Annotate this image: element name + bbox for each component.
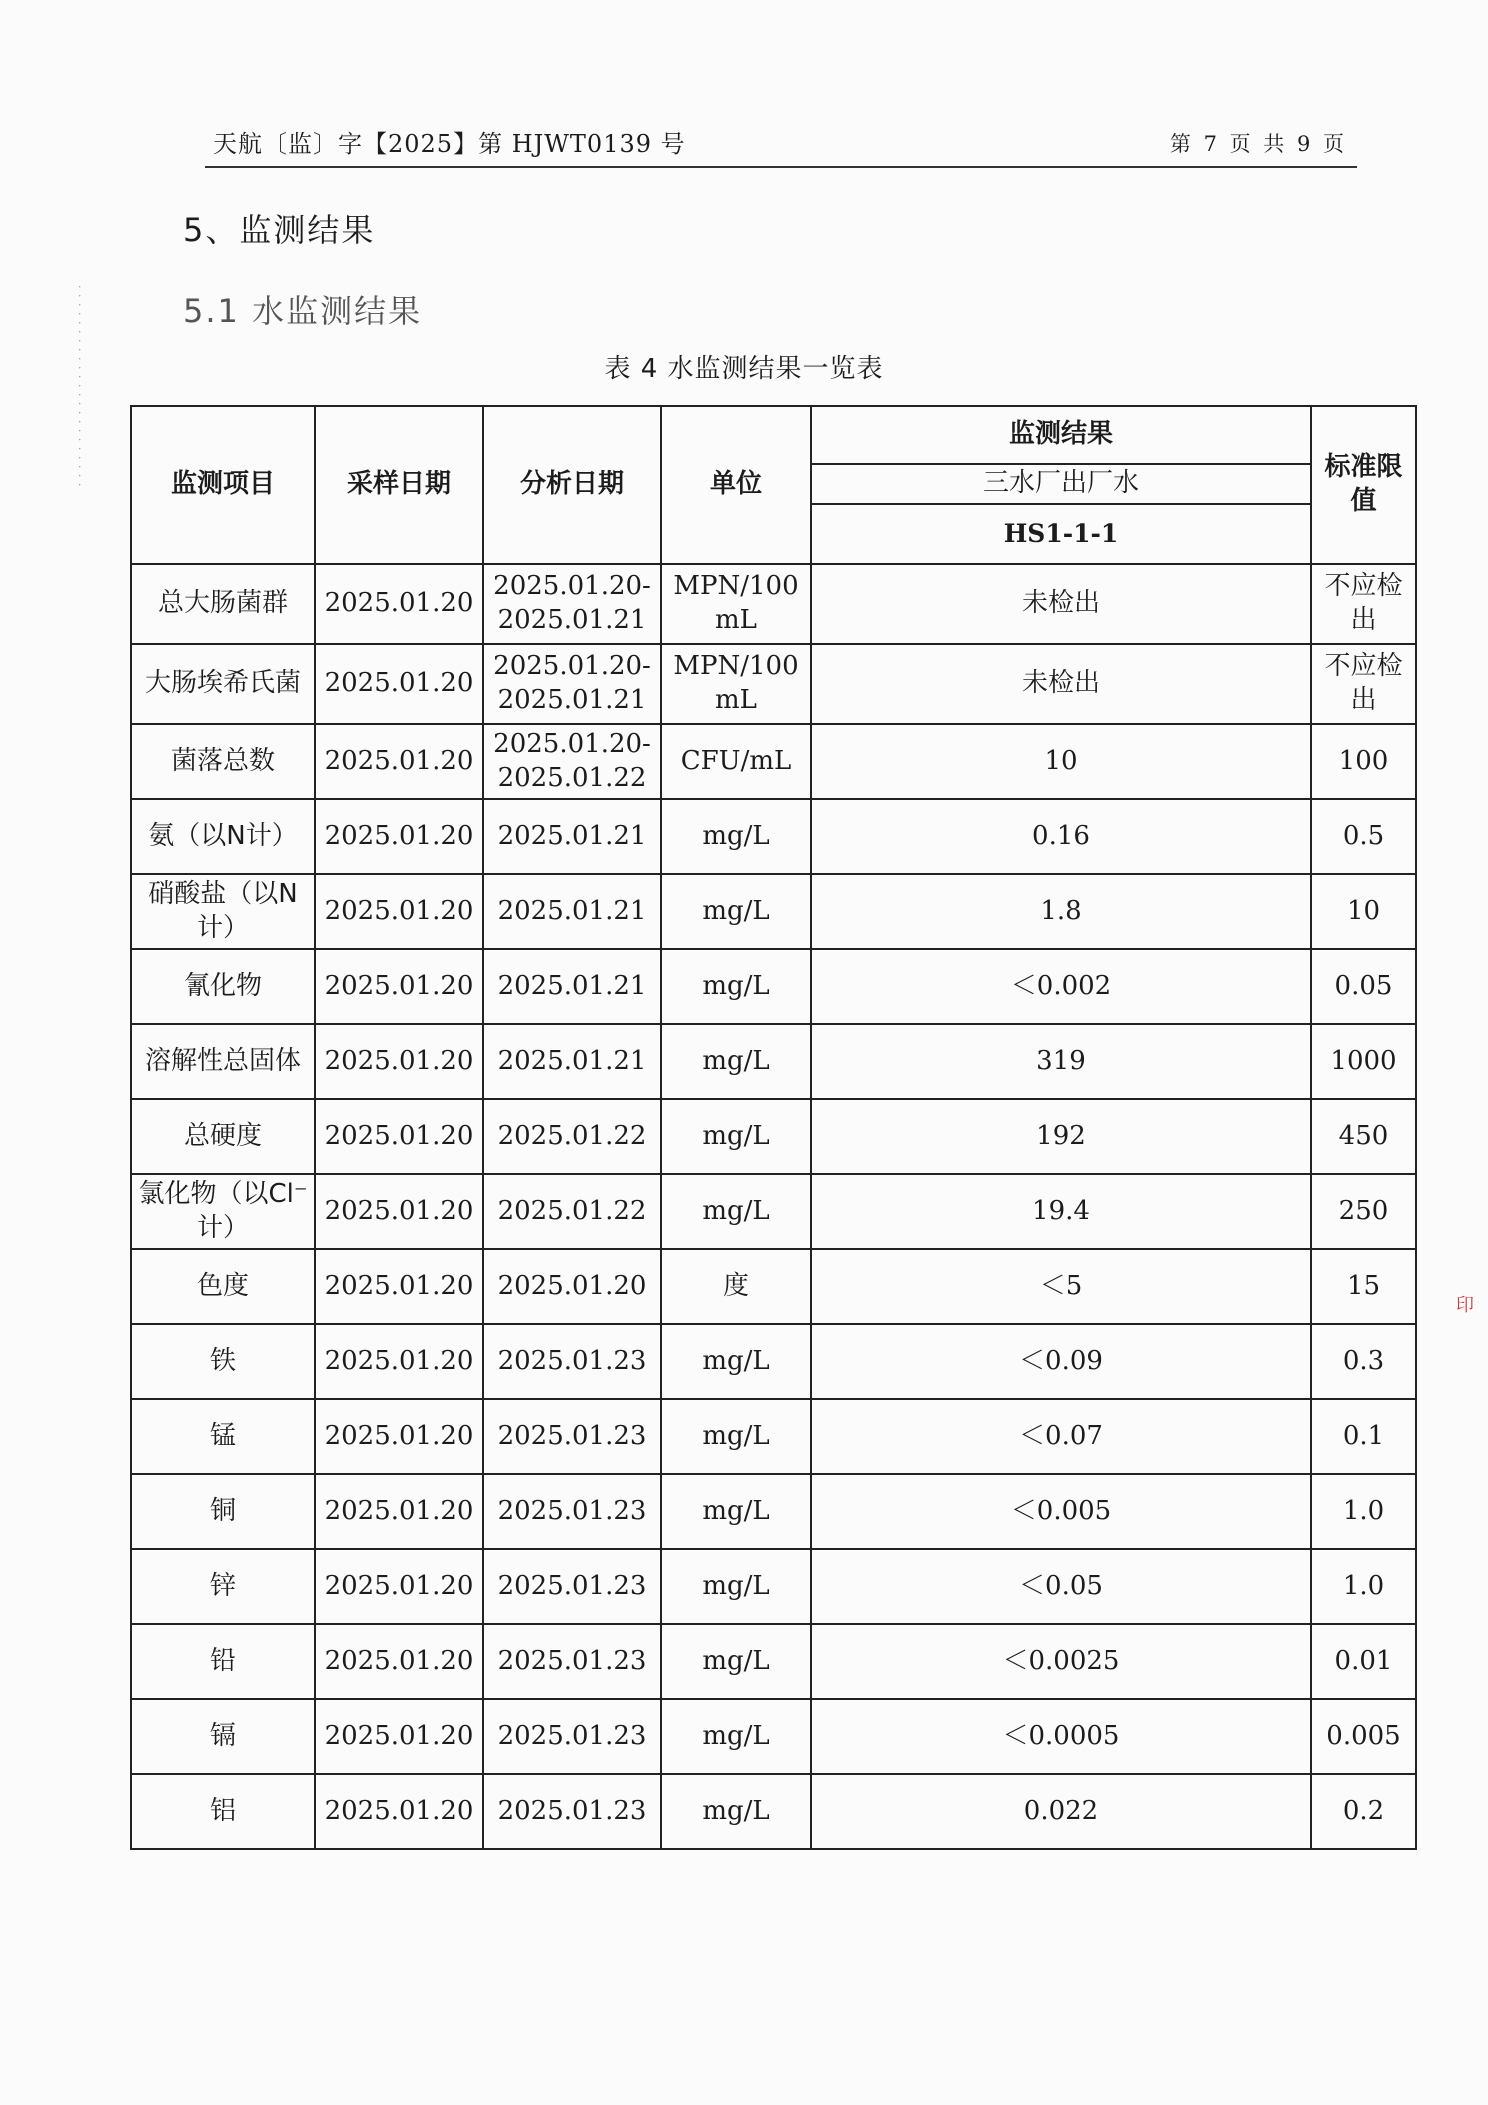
cell-analysis-date: 2025.01.20-2025.01.22 <box>483 724 661 799</box>
cell-result: ＜0.05 <box>811 1549 1311 1624</box>
cell-limit: 0.1 <box>1311 1399 1416 1474</box>
table-row <box>131 1699 1416 1774</box>
cell-sample-date: 2025.01.20 <box>315 799 483 874</box>
header-unit: 单位 <box>661 406 811 564</box>
cell-analysis-date: 2025.01.21 <box>483 799 661 874</box>
cell-result: ＜0.07 <box>811 1399 1311 1474</box>
cell-analysis-date: 2025.01.21 <box>483 1024 661 1099</box>
cell-limit: 450 <box>1311 1099 1416 1174</box>
cell-sample-date: 2025.01.20 <box>315 564 483 644</box>
cell-item: 镉 <box>131 1699 315 1774</box>
header-item: 监测项目 <box>131 406 315 564</box>
cell-result: ＜0.09 <box>811 1324 1311 1399</box>
section-title: 5、监测结果 <box>183 211 376 249</box>
subsection-title: 5.1 水监测结果 <box>183 292 423 330</box>
table-row <box>131 874 1416 949</box>
cell-limit: 1000 <box>1311 1024 1416 1099</box>
cell-unit: mg/L <box>661 1699 811 1774</box>
binding-edge-mark: · · · · · · · · · · · · · · · · · · · · · · · <box>73 285 86 488</box>
cell-sample-date: 2025.01.20 <box>315 1474 483 1549</box>
header-limit: 标准限值 <box>1311 406 1416 564</box>
cell-item: 氯化物（以Cl⁻计） <box>131 1174 315 1249</box>
cell-item: 溶解性总固体 <box>131 1024 315 1099</box>
cell-limit: 1.0 <box>1311 1474 1416 1549</box>
cell-limit: 0.005 <box>1311 1699 1416 1774</box>
cell-analysis-date: 2025.01.23 <box>483 1699 661 1774</box>
header-site: 三水厂出厂水 <box>811 464 1311 504</box>
cell-item: 铅 <box>131 1624 315 1699</box>
cell-unit: mg/L <box>661 1474 811 1549</box>
cell-analysis-date: 2025.01.23 <box>483 1324 661 1399</box>
table-row <box>131 1099 1416 1174</box>
table-caption: 表 4 水监测结果一览表 <box>604 354 884 384</box>
header-sample-date: 采样日期 <box>315 406 483 564</box>
cell-result: 319 <box>811 1024 1311 1099</box>
cell-analysis-date: 2025.01.22 <box>483 1174 661 1249</box>
header-result: 监测结果 <box>811 406 1311 464</box>
cell-result: ＜0.0005 <box>811 1699 1311 1774</box>
table-row <box>131 644 1416 724</box>
cell-item: 总硬度 <box>131 1099 315 1174</box>
cell-sample-date: 2025.01.20 <box>315 1324 483 1399</box>
cell-sample-date: 2025.01.20 <box>315 1249 483 1324</box>
table-row <box>131 949 1416 1024</box>
cell-analysis-date: 2025.01.21 <box>483 874 661 949</box>
table-body <box>131 564 1416 1849</box>
cell-result: 19.4 <box>811 1174 1311 1249</box>
cell-result: 0.16 <box>811 799 1311 874</box>
table-row <box>131 564 1416 644</box>
cell-analysis-date: 2025.01.23 <box>483 1474 661 1549</box>
cell-unit: mg/L <box>661 874 811 949</box>
cell-analysis-date: 2025.01.20-2025.01.21 <box>483 644 661 724</box>
cell-limit: 0.5 <box>1311 799 1416 874</box>
cell-unit: mg/L <box>661 799 811 874</box>
cell-sample-date: 2025.01.20 <box>315 1399 483 1474</box>
cell-result: 10 <box>811 724 1311 799</box>
table-row <box>131 1324 1416 1399</box>
cell-unit: mg/L <box>661 1624 811 1699</box>
cell-analysis-date: 2025.01.23 <box>483 1549 661 1624</box>
cell-item: 铁 <box>131 1324 315 1399</box>
cell-item: 硝酸盐（以N计） <box>131 874 315 949</box>
cell-analysis-date: 2025.01.21 <box>483 949 661 1024</box>
water-results-table <box>130 405 1417 1850</box>
cell-limit: 不应检出 <box>1311 644 1416 724</box>
cell-analysis-date: 2025.01.23 <box>483 1399 661 1474</box>
cell-result: 192 <box>811 1099 1311 1174</box>
cell-unit: mg/L <box>661 1399 811 1474</box>
table-row <box>131 1174 1416 1249</box>
cell-result: 1.8 <box>811 874 1311 949</box>
page-info: 第 7 页 共 9 页 <box>1169 132 1347 156</box>
cell-unit: mg/L <box>661 1024 811 1099</box>
table-row <box>131 1249 1416 1324</box>
cell-limit: 0.3 <box>1311 1324 1416 1399</box>
cell-unit: CFU/mL <box>661 724 811 799</box>
cell-item: 菌落总数 <box>131 724 315 799</box>
cell-limit: 不应检出 <box>1311 564 1416 644</box>
cell-analysis-date: 2025.01.20 <box>483 1249 661 1324</box>
cell-unit: mg/L <box>661 949 811 1024</box>
cell-analysis-date: 2025.01.23 <box>483 1624 661 1699</box>
cell-result: ＜0.0025 <box>811 1624 1311 1699</box>
table-row <box>131 1024 1416 1099</box>
cell-result: 0.022 <box>811 1774 1311 1849</box>
cell-limit: 0.05 <box>1311 949 1416 1024</box>
cell-sample-date: 2025.01.20 <box>315 724 483 799</box>
cell-result: ＜0.005 <box>811 1474 1311 1549</box>
cell-result: ＜0.002 <box>811 949 1311 1024</box>
cell-sample-date: 2025.01.20 <box>315 949 483 1024</box>
cell-unit: MPN/100 mL <box>661 644 811 724</box>
cell-item: 锰 <box>131 1399 315 1474</box>
cell-item: 铝 <box>131 1774 315 1849</box>
cell-item: 色度 <box>131 1249 315 1324</box>
cell-sample-date: 2025.01.20 <box>315 1174 483 1249</box>
table-row <box>131 1624 1416 1699</box>
cell-limit: 250 <box>1311 1174 1416 1249</box>
cell-limit: 10 <box>1311 874 1416 949</box>
cell-sample-date: 2025.01.20 <box>315 1024 483 1099</box>
cell-sample-date: 2025.01.20 <box>315 1099 483 1174</box>
cell-item: 氨（以N计） <box>131 799 315 874</box>
cell-analysis-date: 2025.01.20-2025.01.21 <box>483 564 661 644</box>
cell-analysis-date: 2025.01.23 <box>483 1774 661 1849</box>
cell-sample-date: 2025.01.20 <box>315 1699 483 1774</box>
table-row <box>131 1399 1416 1474</box>
header-sample-code: HS1-1-1 <box>811 504 1311 564</box>
cell-item: 铜 <box>131 1474 315 1549</box>
cell-unit: mg/L <box>661 1174 811 1249</box>
cell-limit: 100 <box>1311 724 1416 799</box>
stamp-edge-mark: 印 <box>1453 1295 1474 1313</box>
table-row <box>131 1474 1416 1549</box>
cell-result: 未检出 <box>811 564 1311 644</box>
cell-item: 总大肠菌群 <box>131 564 315 644</box>
cell-analysis-date: 2025.01.22 <box>483 1099 661 1174</box>
cell-limit: 0.2 <box>1311 1774 1416 1849</box>
cell-item: 氰化物 <box>131 949 315 1024</box>
cell-unit: mg/L <box>661 1549 811 1624</box>
table-row <box>131 724 1416 799</box>
cell-result: 未检出 <box>811 644 1311 724</box>
cell-limit: 1.0 <box>1311 1549 1416 1624</box>
cell-limit: 15 <box>1311 1249 1416 1324</box>
cell-sample-date: 2025.01.20 <box>315 1774 483 1849</box>
table-row <box>131 799 1416 874</box>
cell-item: 锌 <box>131 1549 315 1624</box>
cell-unit: mg/L <box>661 1324 811 1399</box>
cell-result: ＜5 <box>811 1249 1311 1324</box>
cell-unit: mg/L <box>661 1774 811 1849</box>
cell-sample-date: 2025.01.20 <box>315 1549 483 1624</box>
cell-sample-date: 2025.01.20 <box>315 644 483 724</box>
cell-sample-date: 2025.01.20 <box>315 874 483 949</box>
cell-unit: mg/L <box>661 1099 811 1174</box>
page-header <box>205 118 1357 168</box>
cell-sample-date: 2025.01.20 <box>315 1624 483 1699</box>
cell-unit: 度 <box>661 1249 811 1324</box>
cell-limit: 0.01 <box>1311 1624 1416 1699</box>
report-number: 天航〔监〕字【2025】第 HJWT0139 号 <box>213 130 686 158</box>
table-row <box>131 1549 1416 1624</box>
cell-unit: MPN/100 mL <box>661 564 811 644</box>
cell-item: 大肠埃希氏菌 <box>131 644 315 724</box>
header-analysis-date: 分析日期 <box>483 406 661 564</box>
table-row <box>131 1774 1416 1849</box>
